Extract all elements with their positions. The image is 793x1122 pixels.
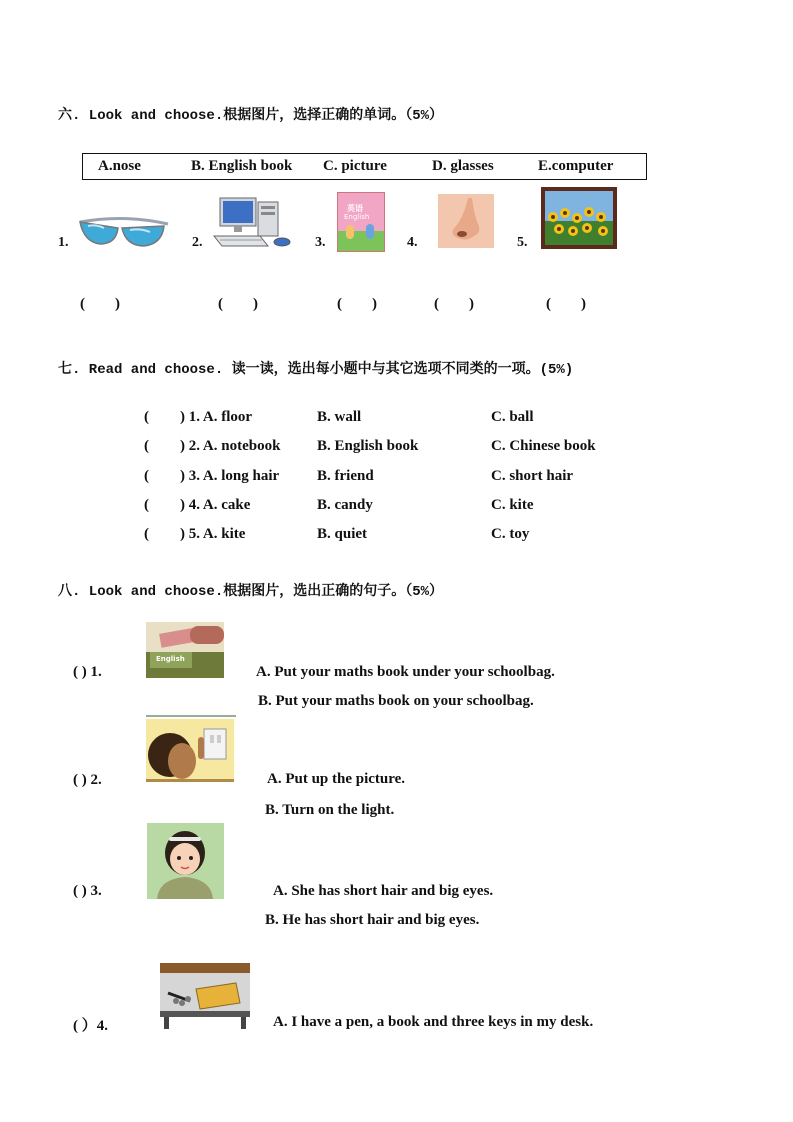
- item1-option-a: A. Put your maths book under your schoolbag.: [256, 664, 555, 680]
- word-options-box: [82, 153, 647, 180]
- choice-b: B. quiet: [317, 526, 368, 542]
- book-cover-title: 英语: [347, 204, 363, 213]
- item-number-2: 2.: [192, 235, 203, 250]
- question-a: ) 2. A. notebook: [180, 438, 281, 454]
- desk-image: [160, 963, 250, 1029]
- item2-label[interactable]: ( ) 2.: [73, 772, 102, 788]
- answer-blank-1[interactable]: ( ): [80, 296, 120, 312]
- option-a: A.nose: [98, 158, 141, 174]
- item2-option-a: A. Put up the picture.: [267, 771, 406, 787]
- choice-c: C. toy: [491, 526, 530, 542]
- answer-paren[interactable]: (: [144, 497, 149, 513]
- choice-b: B. wall: [317, 409, 362, 425]
- option-e: E.computer: [538, 158, 614, 174]
- item-number-4: 4.: [407, 235, 418, 250]
- answer-blank-3[interactable]: ( ): [337, 296, 377, 312]
- question-a: ) 5. A. kite: [180, 526, 246, 542]
- answer-blank-4[interactable]: ( ): [434, 296, 474, 312]
- nose-image: [438, 194, 494, 248]
- answer-paren[interactable]: (: [144, 438, 149, 454]
- question-a: ) 1. A. floor: [180, 409, 253, 425]
- book-under-bag-image: [146, 622, 224, 678]
- section8-heading: 八. Look and choose.根据图片，选出正确的句子。（5%）: [58, 584, 444, 600]
- choice-c: C. kite: [491, 497, 534, 513]
- choice-b: B. English book: [317, 438, 419, 454]
- light-switch-image: [146, 713, 236, 783]
- answer-blank-2[interactable]: ( ): [218, 296, 258, 312]
- question-a: ) 4. A. cake: [180, 497, 251, 513]
- picture-image: [541, 187, 617, 249]
- item3-option-b: B. He has short hair and big eyes.: [265, 912, 480, 928]
- choice-c: C. short hair: [491, 468, 574, 484]
- answer-paren[interactable]: (: [144, 468, 149, 484]
- item2-option-b: B. Turn on the light.: [265, 802, 395, 818]
- item-number-5: 5.: [517, 235, 528, 250]
- section6-heading: 六. Look and choose.根据图片，选择正确的单词。（5%）: [58, 108, 444, 124]
- item3-option-a: A. She has short hair and big eyes.: [273, 883, 494, 899]
- choice-c: C. ball: [491, 409, 534, 425]
- section7-heading: 七. Read and choose. 读一读，选出每小题中与其它选项不同类的一项。(5%): [58, 362, 574, 378]
- glasses-image: [78, 212, 170, 252]
- item-number-3: 3.: [315, 235, 326, 250]
- choice-b: B. friend: [317, 468, 374, 484]
- book-cover-subtitle: English: [344, 213, 370, 221]
- answer-paren[interactable]: (: [144, 526, 149, 542]
- item3-label[interactable]: ( ) 3.: [73, 883, 102, 899]
- item1-option-b: B. Put your maths book on your schoolbag.: [258, 693, 534, 709]
- answer-paren[interactable]: (: [144, 409, 149, 425]
- answer-blank-5[interactable]: ( ): [546, 296, 586, 312]
- option-d: D. glasses: [432, 158, 494, 174]
- choice-c: C. Chinese book: [491, 438, 596, 454]
- computer-image: [210, 196, 298, 252]
- item-number-1: 1.: [58, 235, 69, 250]
- choice-b: B. candy: [317, 497, 373, 513]
- book-label: English: [150, 652, 192, 668]
- girl-image: [147, 823, 224, 899]
- item1-label[interactable]: ( ) 1.: [73, 664, 102, 680]
- item4-label[interactable]: ( ）4.: [73, 1018, 108, 1034]
- option-c: C. picture: [323, 158, 387, 174]
- item4-option-a: A. I have a pen, a book and three keys in my desk.: [273, 1014, 594, 1030]
- question-a: ) 3. A. long hair: [180, 468, 280, 484]
- option-b: B. English book: [191, 158, 293, 174]
- english-book-image: [337, 192, 385, 252]
